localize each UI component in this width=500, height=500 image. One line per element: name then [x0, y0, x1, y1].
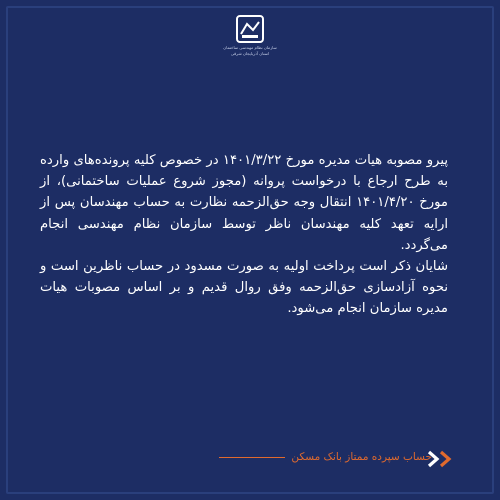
organization-logo: [220, 14, 280, 62]
footer-divider: [219, 457, 285, 458]
logo-caption-line1: سازمان نظام مهندسی ساختمان: [223, 45, 277, 50]
footer-text: حساب سپرده ممتاز بانک مسکن: [291, 451, 432, 463]
announcement-text: [40, 150, 448, 320]
paragraph-1: پیرو مصوبه هیات مدیره مورخ ۱۴۰۱/۳/۲۲ در خصوص کلیه پرونده‌های وارده به طرح ارجاع با درخواست پروانه (مجوز شروع عملیات ساختمانی)، از مورخ ۱۴۰۱/۴/۲۰ انتقال وجه حق‌الزحمه نظارت به حساب مهندسان پس از ارایه تعهد کلیه مهندسان ناظر توسط سازمان نظام مهندسی انجام می‌گردد.: [40, 153, 448, 253]
logo-caption-line2: استان آذربایجان شرقی: [230, 51, 270, 56]
building-icon: [235, 14, 265, 44]
double-chevron-icon: [426, 449, 460, 469]
footer: [219, 451, 432, 463]
paragraph-2: شایان ذکر است پرداخت اولیه به صورت مسدود در حساب ناظرین است و نحوه آزادسازی حق‌الزحمه وفق روال قدیم و بر اساس مصوبات هیات مدیره سازمان انجام می‌شود.: [40, 259, 448, 317]
